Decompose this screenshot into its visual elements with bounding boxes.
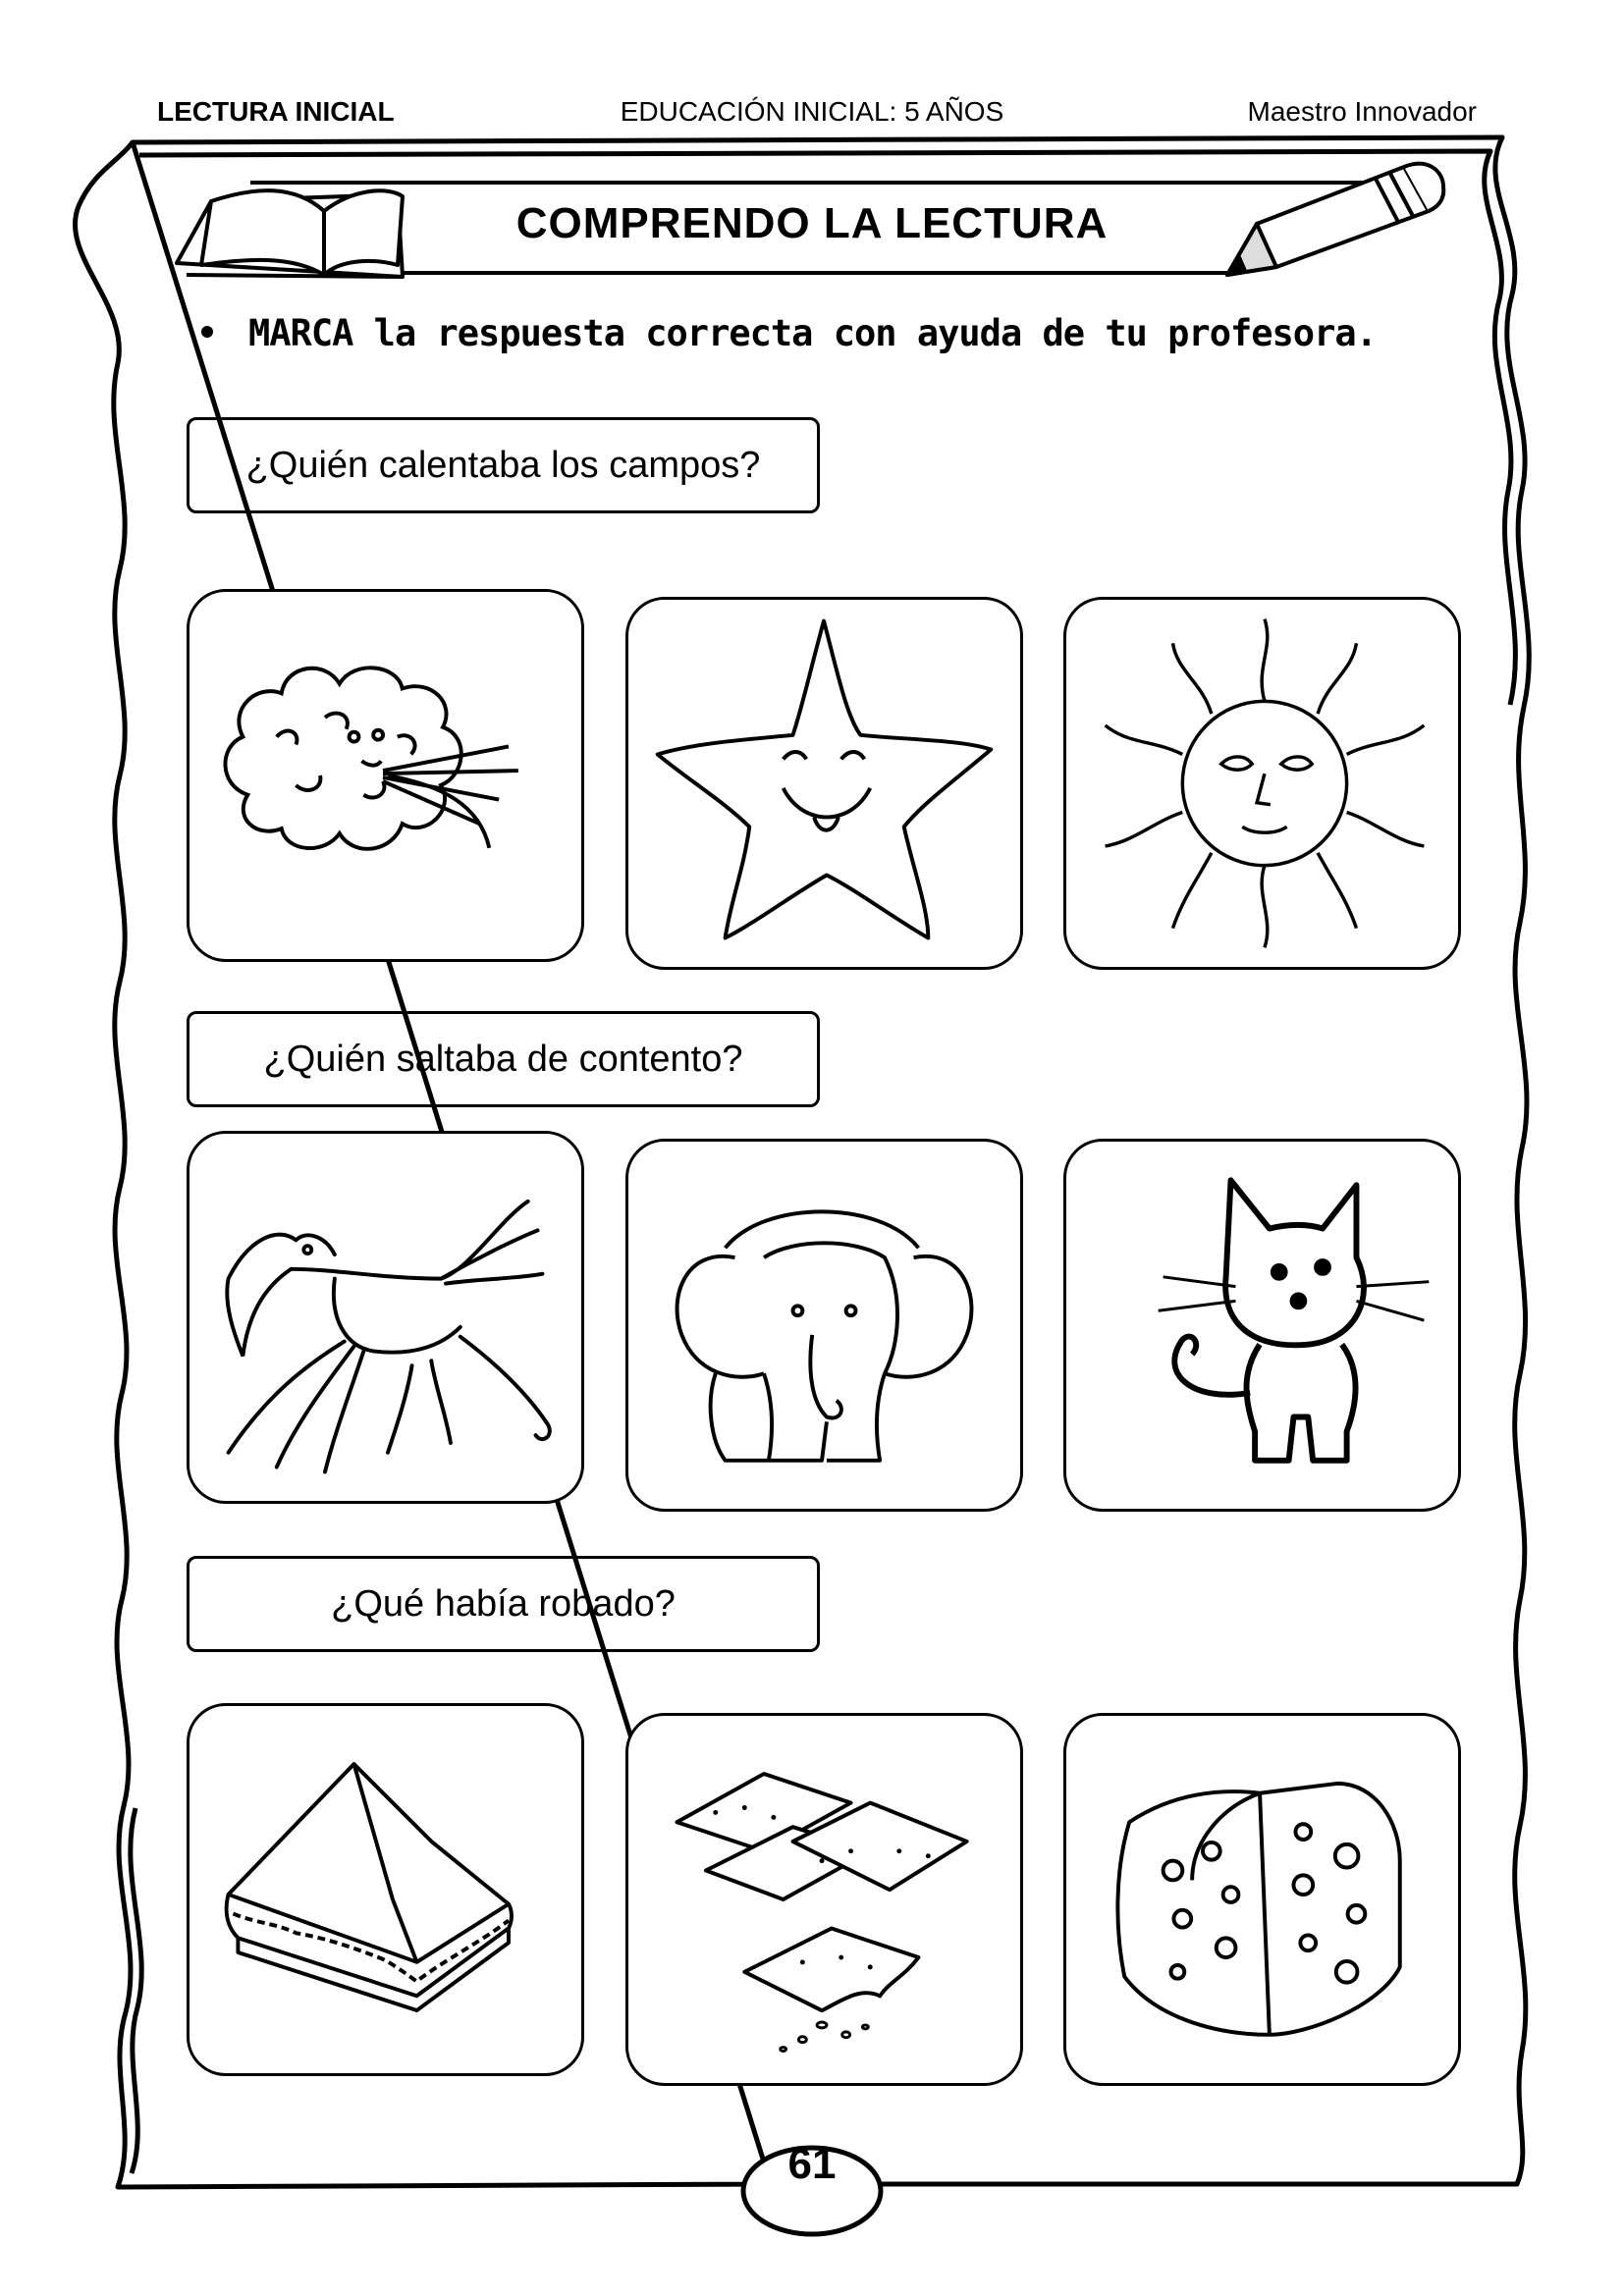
sun-icon	[1066, 600, 1458, 967]
wind-cloud-icon	[189, 592, 581, 959]
instruction-bold: MARCA	[248, 312, 353, 354]
option-sandwich[interactable]	[187, 1703, 584, 2076]
option-elephant[interactable]	[625, 1139, 1023, 1512]
crackers-icon	[628, 1716, 1020, 2083]
option-cat[interactable]	[1063, 1139, 1461, 1512]
elephant-icon	[628, 1142, 1020, 1509]
question-1: ¿Quién calentaba los campos?	[187, 417, 820, 513]
page-number: 61	[787, 2140, 837, 2188]
option-star[interactable]	[625, 597, 1023, 970]
option-cheese[interactable]	[1063, 1713, 1461, 2086]
page-title: COMPRENDO LA LECTURA	[515, 199, 1109, 247]
bird-icon	[189, 1134, 581, 1501]
header-subject: LECTURA INICIAL	[157, 96, 395, 127]
star-icon	[628, 600, 1020, 967]
cheese-icon	[1066, 1716, 1458, 2083]
header-level: EDUCACIÓN INICIAL: 5 AÑOS	[620, 96, 1004, 127]
bullet-icon	[201, 326, 213, 338]
question-3: ¿Qué había robado?	[187, 1556, 820, 1652]
sandwich-icon	[189, 1706, 581, 2073]
question-2: ¿Quién saltaba de contento?	[187, 1011, 820, 1107]
header-author: Maestro Innovador	[1247, 96, 1477, 127]
option-bird[interactable]	[187, 1131, 584, 1504]
cat-icon	[1066, 1142, 1458, 1509]
option-sun[interactable]	[1063, 597, 1461, 970]
instruction-text: la respuesta correcta con ayuda de tu profesora.	[352, 312, 1377, 354]
instruction	[201, 312, 1377, 354]
option-wind-cloud[interactable]	[187, 589, 584, 962]
option-crackers[interactable]	[625, 1713, 1023, 2086]
